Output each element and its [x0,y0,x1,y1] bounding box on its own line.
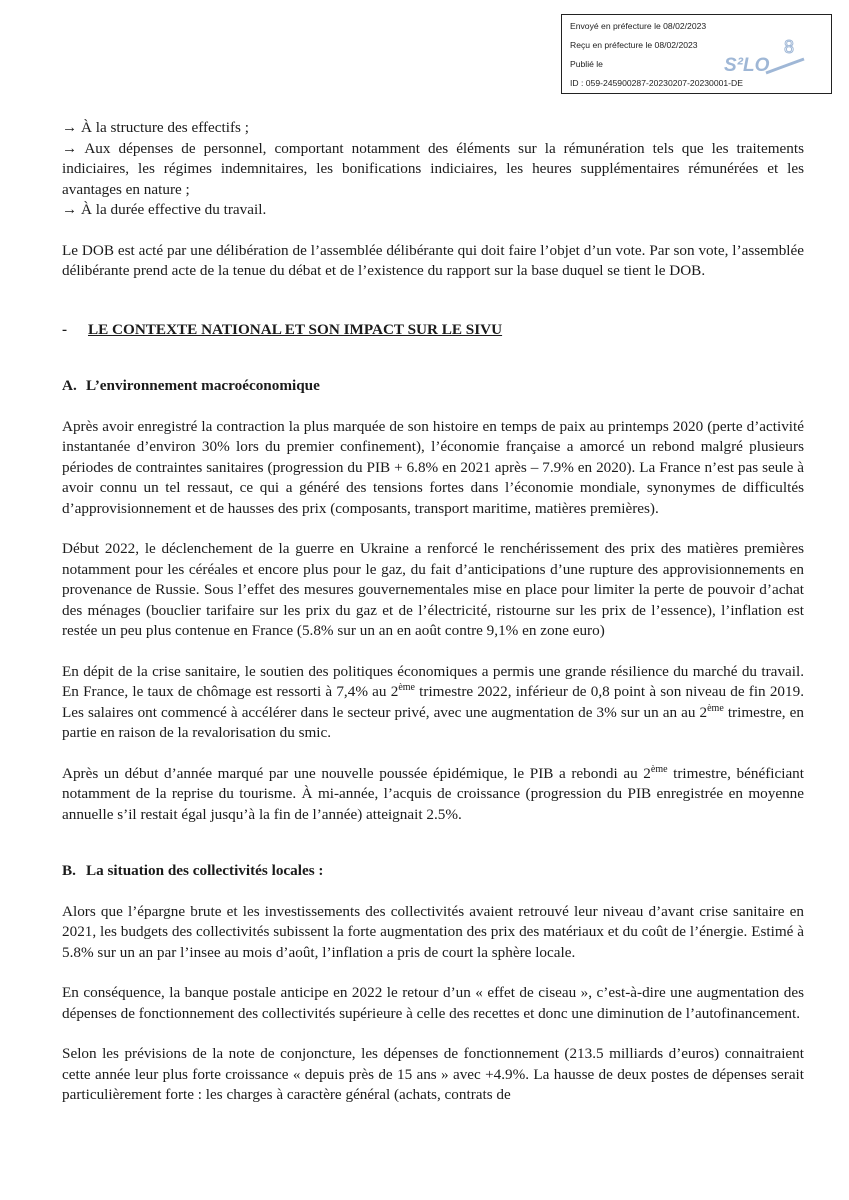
subsection-a-letter: A. [62,377,77,394]
subsection-b-letter: B. [62,862,76,879]
prefecture-stamp [561,14,832,94]
stamp-id: ID : 059-245900287-20230207-20230001-DE [570,78,743,88]
intro-item-working-time: → À la durée effective du travail. [62,201,267,218]
stamp-published: Publié le [570,59,603,69]
stamp-sent-date: Envoyé en préfecture le 08/02/2023 [570,21,707,31]
subsection-b-title: La situation des collectivités locales : [86,862,324,879]
logo-text: S²LO [724,55,770,76]
section-title: LE CONTEXTE NATIONAL ET SON IMPACT SUR LE SIVU [88,320,503,338]
local-authorities-paragraph-1: Alors que l’épargne brute et les investissements des collectivités avaient retrouvé leur niveau d’avant crise sanitaire en 2021, les budgets des collectivités subissent la forte augmentation des prix des matériaux et du coût de l’énergie. Estimé à 5.8% sur un an par l’insee au mois d’août, l’inflation a pris de court la sphère locale. [62,902,804,961]
subsection-a-heading [62,376,804,397]
intro-item-personnel-expenses: → Aux dépenses de personnel, comportant notamment des éléments sur la rémunération tels que les traitements indiciaires, les régimes indemnitaires, les bonifications indiciaires, les heures supplémentaires rémunérées et les avantages en nature ; [62,139,804,198]
intro-item-staff-structure: → À la structure des effectifs ; [62,119,249,136]
macro-paragraph-4: Après un début d’année marqué par une nouvelle poussée épidémique, le PIB a rebondi au 2ème trimestre, bénéficiant notamment de la reprise du tourisme. À mi-année, l’acquis de croissance (progression du PIB enregistrée en moyenne annuelle s’il restait égal jusqu’à la fin de l’année) atteignait 2.5%. [62,763,804,823]
document-body [62,118,804,1106]
macro-paragraph-1: Après avoir enregistré la contraction la plus marquée de son histoire en temps de paix au printemps 2020 (perte d’activité instantanée d’environ 30% lors du premier confinement), l’économie française a amorcé un rebond malgré plusieurs périodes de contraintes sanitaires (progression du PIB + 6.8% en 2021 après – 7.9% en 2020). La France n’est pas seule à avoir connu un tel ressaut, ce qui a généré des tensions fortes dans l’économie mondiale, synonymes de difficultés d’approvisionnement et de hausses des prix (composants, transport maritime, matières premières). [62,417,804,517]
subsection-b-heading [62,861,804,882]
section-heading [62,320,804,341]
local-authorities-paragraph-3: Selon les prévisions de la note de conjoncture, les dépenses de fonctionnement (213.5 milliards d’euros) connaitraient cette année leur plus forte croissance « depuis près de 15 ans » avec +4.9%. La hausse de deux postes de dépenses serait particulièrement forte : les charges à caractère général (achats, contrats de [62,1045,804,1103]
stamp-received-date: Reçu en préfecture le 08/02/2023 [570,40,698,50]
section-dash: - [62,320,68,338]
logo-number: 8 [784,37,795,57]
subsection-a-title: L’environnement macroéconomique [86,377,320,394]
macro-paragraph-3: En dépit de la crise sanitaire, le soutien des politiques économiques a permis une grande résilience du marché du travail. En France, le taux de chômage est ressorti à 7,4% au 2ème trimestre 2022, inférieur de 0,8 point à son niveau de fin 2019. Les salaires ont commencé à accélérer dans le secteur privé, avec une augmentation de 3% sur un an au 2ème trimestre, en partie en raison de la revalorisation du smic. [62,662,805,741]
macro-paragraph-2: Début 2022, le déclenchement de la guerre en Ukraine a renforcé le renchérissement des prix des matières premières notamment pour les céréales et encore plus pour le gaz, du fait d’anticipations d’une rupture des approvisionnements en provenance de Russie. Sous l’effet des mesures gouvernementales mise en place pour limiter la perte de pouvoir d’achat des ménages (bouclier tarifaire sur les prix du gaz et de l’électricité, ristourne sur les prix de l’essence), l’inflation est restée un peu plus contenue en France (5.8% sur un an en août contre 9,1% en zone euro) [62,540,804,639]
local-authorities-paragraph-2: En conséquence, la banque postale anticipe en 2022 le retour d’un « effet de ciseau », c’est-à-dire une augmentation des dépenses de fonctionnement des collectivités supérieure à celle des recettes et donc une diminution de l’autofinancement. [62,984,804,1022]
dob-paragraph: Le DOB est acté par une délibération de l’assemblée délibérante qui doit faire l’objet d’un vote. Par son vote, l’assemblée délibérante prend acte de la tenue du débat et de l’existence du rapport sur la base duquel se tient le DOB. [62,241,804,279]
s2lo-logo [722,33,806,83]
